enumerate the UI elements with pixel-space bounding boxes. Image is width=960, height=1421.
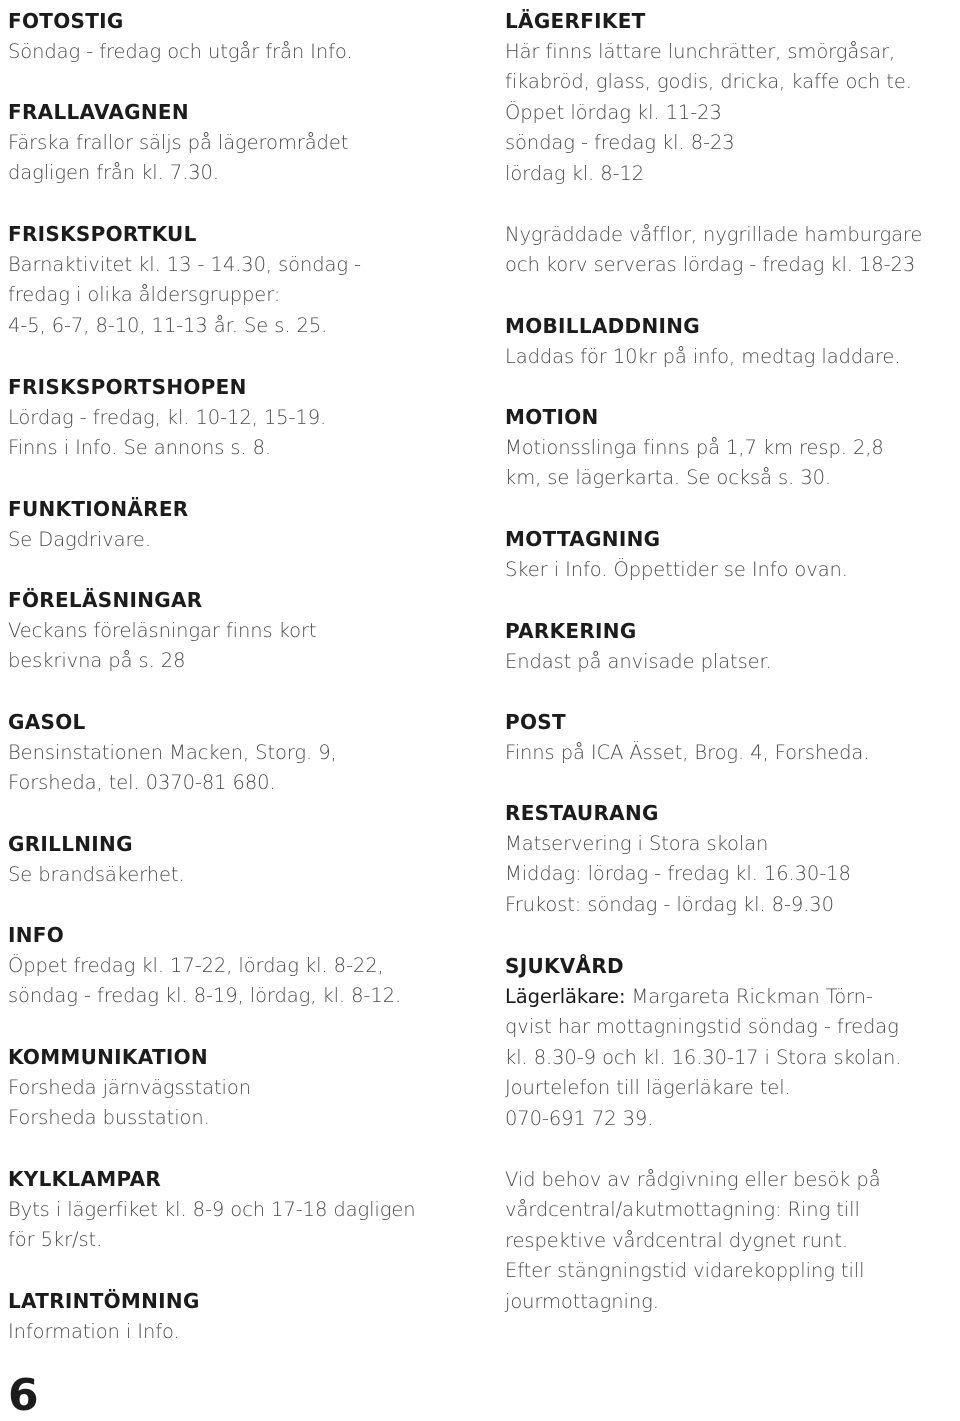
- section-line: Byts i lägerfiket kl. 8-9 och 17-18 dagligen: [8, 1197, 416, 1221]
- section-line: Information i Info.: [8, 1319, 180, 1343]
- section-heading: SJUKVÅRD: [505, 954, 624, 978]
- section-heading: GRILLNING: [8, 832, 133, 856]
- section-line: Öppet fredag kl. 17-22, lördag kl. 8-22,: [8, 953, 384, 977]
- section-sjukvård: [505, 951, 960, 1317]
- section-line: söndag - fredag kl. 8-23: [505, 131, 735, 154]
- section-line: Veckans föreläsningar finns kort: [8, 618, 317, 642]
- section-line: Forsheda, tel. 0370-81 680.: [8, 771, 276, 794]
- section-line: Jourtelefon till lägerläkare tel.: [505, 1076, 791, 1099]
- section-line: Forsheda järnvägsstation: [8, 1075, 251, 1099]
- section-line: Öppet lördag kl. 11-23: [505, 100, 722, 124]
- section-line: Söndag - fredag och utgår från Info.: [8, 39, 353, 63]
- section-frisksportshopen: [8, 372, 478, 464]
- section-line: fikabröd, glass, godis, dricka, kaffe och te.: [505, 70, 912, 93]
- section-grillning: [8, 829, 478, 890]
- section-restaurang: [505, 798, 960, 920]
- section-info: [8, 920, 478, 1012]
- section-föreläsningar: [8, 585, 478, 677]
- section-kommunikation: [8, 1042, 478, 1134]
- section-post: [505, 707, 960, 768]
- section-heading: FÖRELÄSNINGAR: [8, 588, 203, 612]
- section-line: Endast på anvisade platser.: [505, 649, 772, 673]
- section-latrintömning: [8, 1286, 478, 1347]
- section-line: och korv serveras lördag - fredag kl. 18-23: [505, 253, 916, 276]
- section-line: km, se lägerkarta. Se också s. 30.: [505, 466, 832, 489]
- section-line: kl. 8.30-9 och kl. 16.30-17 i Stora skolan.: [505, 1045, 902, 1069]
- section-heading: MOTTAGNING: [505, 527, 661, 551]
- section-line: respektive vårdcentral dygnet runt.: [505, 1228, 848, 1252]
- section-heading: FUNKTIONÄRER: [8, 497, 189, 521]
- section-line: Frukost: söndag - lördag kl. 8-9.30: [505, 892, 834, 916]
- section-line: dagligen från kl. 7.30.: [8, 161, 219, 184]
- section-heading: FOTOSTIG: [8, 9, 124, 33]
- section-line: Vid behov av rådgivning eller besök på: [505, 1167, 881, 1191]
- section-line: qvist har mottagningstid söndag - fredag: [505, 1015, 899, 1038]
- section-heading: MOTION: [505, 405, 599, 429]
- section-parkering: [505, 616, 960, 677]
- section-heading: MOBILLADDNING: [505, 314, 700, 338]
- section-heading: FRISKSPORTKUL: [8, 222, 197, 246]
- section-line: Nygräddade våfflor, nygrillade hamburgare: [505, 222, 923, 246]
- section-line: beskrivna på s. 28: [8, 649, 186, 672]
- section-line: vårdcentral/akutmottagning: Ring till: [505, 1198, 860, 1221]
- section-line: Bensinstationen Macken, Storg. 9,: [8, 740, 337, 764]
- section-fotostig: [8, 6, 478, 67]
- section-line: Laddas för 10kr på info, medtag laddare.: [505, 344, 901, 368]
- section-heading: FRISKSPORTSHOPEN: [8, 375, 247, 399]
- section-line: [505, 982, 960, 1013]
- section-gasol: [8, 707, 478, 799]
- section-line: söndag - fredag kl. 8-19, lördag, kl. 8-12.: [8, 984, 402, 1007]
- section-line: Finns på ICA Ässet, Brog. 4, Forsheda.: [505, 740, 870, 764]
- section-frallavagnen: [8, 97, 478, 189]
- section-funktionärer: [8, 494, 478, 555]
- page-number: 6: [8, 1370, 39, 1421]
- section-line: Se brandsäkerhet.: [8, 862, 185, 886]
- section-kylklampar: [8, 1164, 478, 1256]
- section-heading: LATRINTÖMNING: [8, 1289, 200, 1313]
- section-heading: PARKERING: [505, 619, 637, 643]
- section-line: för 5kr/st.: [8, 1228, 103, 1251]
- section-heading: GASOL: [8, 710, 86, 734]
- section-line: Finns i Info. Se annons s. 8.: [8, 436, 272, 459]
- section-line: Matservering i Stora skolan: [505, 831, 769, 855]
- section-line: Efter stängningstid vidarekoppling till: [505, 1259, 865, 1282]
- section-heading: INFO: [8, 923, 65, 947]
- section-heading: LÄGERFIKET: [505, 9, 646, 33]
- section-line: Middag: lördag - fredag kl. 16.30-18: [505, 862, 851, 885]
- section-frisksportkul: [8, 219, 478, 341]
- section-line: lördag kl. 8-12: [505, 161, 645, 185]
- section-line: 4-5, 6-7, 8-10, 11-13 år. Se s. 25.: [8, 313, 328, 337]
- section-line: Färska frallor säljs på lägerområdet: [8, 130, 349, 154]
- section-heading: KYLKLAMPAR: [8, 1167, 162, 1191]
- section-line: Forsheda busstation.: [8, 1106, 210, 1129]
- section-heading: POST: [505, 710, 566, 734]
- section-line: Lördag - fredag, kl. 10-12, 15-19.: [8, 405, 327, 429]
- section-mottagning: [505, 524, 960, 585]
- section-motion: [505, 402, 960, 494]
- section-line: [505, 189, 960, 220]
- section-line: Här finns lättare lunchrätter, smörgåsar,: [505, 39, 896, 63]
- section-lägerfiket: [505, 6, 960, 281]
- section-line: Motionsslinga finns på 1,7 km resp. 2,8: [505, 435, 884, 459]
- bold-lead: Lägerläkare:: [505, 984, 626, 1008]
- section-mobilladdning: [505, 311, 960, 372]
- section-heading: RESTAURANG: [505, 801, 659, 825]
- line-text: Margareta Rickman Törn-: [625, 984, 873, 1008]
- section-heading: FRALLAVAGNEN: [8, 100, 189, 124]
- section-line: fredag i olika åldersgrupper:: [8, 283, 281, 306]
- section-heading: KOMMUNIKATION: [8, 1045, 208, 1069]
- section-line: Barnaktivitet kl. 13 - 14.30, söndag -: [8, 252, 361, 276]
- section-line: jourmottagning.: [505, 1289, 659, 1313]
- section-line: 070-691 72 39.: [505, 1106, 654, 1130]
- section-line: Se Dagdrivare.: [8, 527, 151, 551]
- section-line: Sker i Info. Öppettider se Info ovan.: [505, 557, 848, 581]
- section-line: [505, 1134, 960, 1165]
